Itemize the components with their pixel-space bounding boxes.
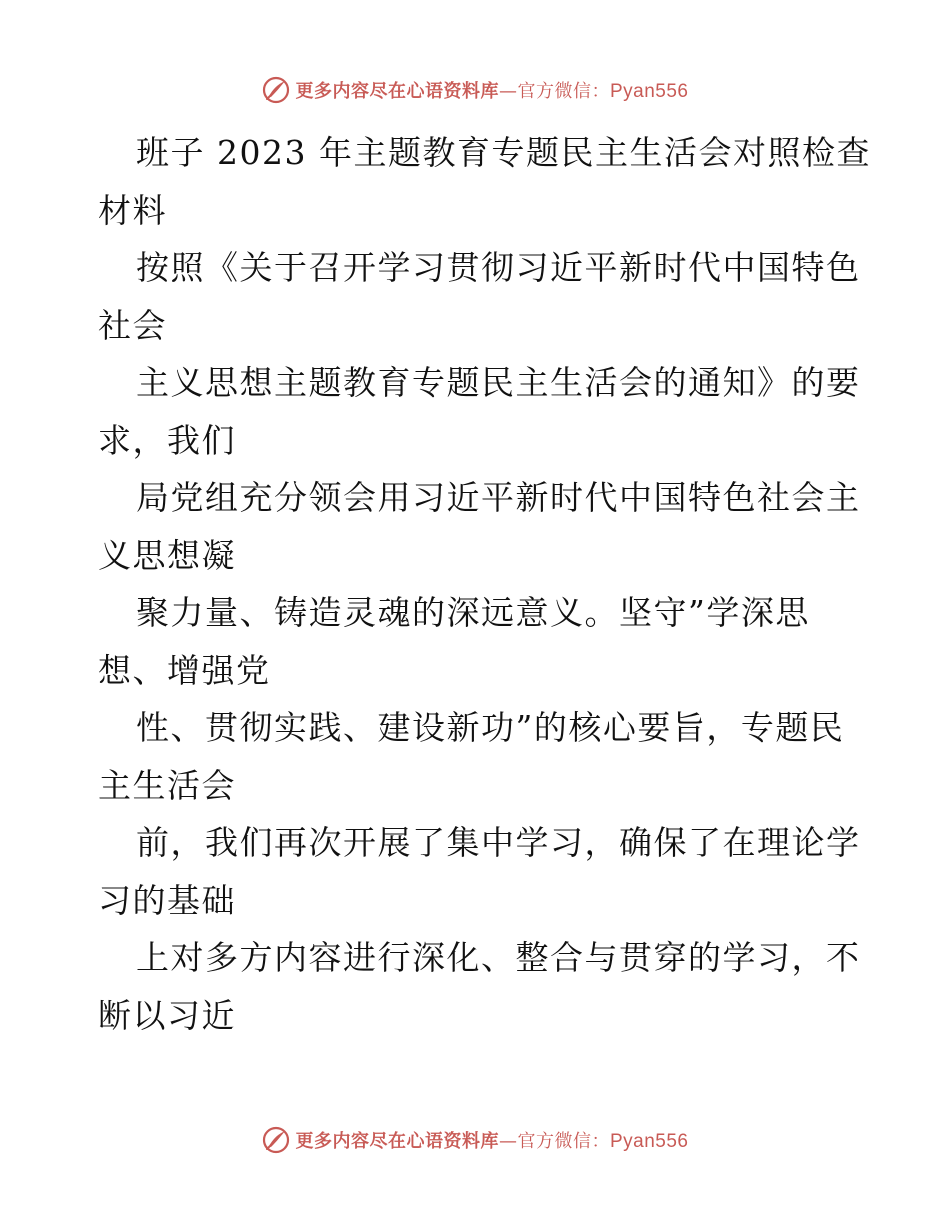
- watermark-text: [295, 1127, 688, 1153]
- watermark-separator: —官方微信：: [498, 1131, 610, 1152]
- text-line: 性、贯彻实践、建设新功”的核心要旨，专题民: [136, 708, 845, 747]
- document-body: [98, 124, 871, 1044]
- text-line: 按照《关于召开学习贯彻习近平新时代中国特色: [136, 248, 861, 287]
- watermark-main: 更多内容尽在心语资料库: [295, 1131, 499, 1152]
- text-line: 前，我们再次开展了集中学习，确保了在理论学: [136, 823, 861, 862]
- text-line: 求，我们: [98, 420, 236, 460]
- text-line: 班子 2023 年主题教育专题民主生活会对照检查: [136, 133, 871, 172]
- watermark-text: [295, 77, 688, 103]
- watermark-wechat-id: Pyan556: [609, 1131, 689, 1152]
- watermark-main: 更多内容尽在心语资料库: [295, 81, 499, 102]
- text-line: 习的基础: [98, 880, 236, 920]
- quill-logo-icon: [261, 1125, 291, 1155]
- text-line: 材料: [98, 190, 167, 230]
- text-line: 局党组充分领会用习近平新时代中国特色社会主: [136, 478, 861, 517]
- header-watermark: [0, 70, 950, 110]
- text-line: 断以习近: [98, 995, 236, 1035]
- text-line: 想、增强党: [98, 650, 271, 690]
- quill-logo-icon: [261, 75, 291, 105]
- footer-watermark: [0, 1120, 950, 1160]
- text-line: 上对多方内容进行深化、整合与贯穿的学习，不: [136, 938, 861, 977]
- text-line: 主生活会: [98, 765, 236, 805]
- watermark-separator: —官方微信：: [498, 81, 610, 102]
- text-line: 义思想凝: [98, 535, 236, 575]
- text-line: 主义思想主题教育专题民主生活会的通知》的要: [136, 363, 861, 402]
- text-line: 社会: [98, 305, 167, 345]
- watermark-wechat-id: Pyan556: [609, 81, 689, 102]
- text-line: 聚力量、铸造灵魂的深远意义。坚守”学深思: [136, 593, 810, 632]
